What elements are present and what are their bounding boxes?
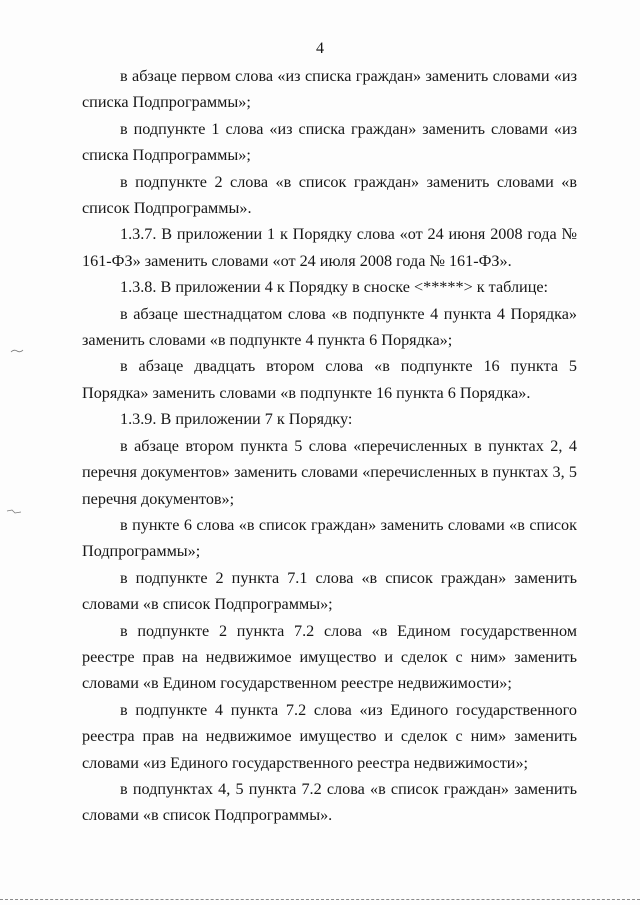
paragraph: в подпункте 2 слова «в список граждан» заменить словами «в список Подпрограммы». [82,172,577,218]
document-body [82,63,577,829]
paragraph: в абзаце двадцать втором слова «в подпункте 16 пункта 5 Порядка» заменить словами «в подпункте 16 пункта 6 Порядка». [82,357,577,402]
paragraph: в абзаце втором пункта 5 слова «перечисленных в пунктах 2, 4 перечня документов» заменить словами «перечисленных в пунктах 3, 5 перечня документов»; [82,436,577,508]
paragraph: в абзаце шестнадцатом слова «в подпункте 4 пункта 4 Порядка» заменить словами «в подпункте 4 пункта 6 Порядка»; [82,304,577,350]
paragraph: 1.3.7. В приложении 1 к Порядку слова «от 24 июня 2008 года № 161-ФЗ» заменить словами «от 24 июля 2008 года № 161-ФЗ». [82,225,577,270]
paragraph: в абзаце первом слова «из списка граждан» заменить словами «из списка Подпрограммы»; [82,67,577,112]
page-number: 4 [316,40,324,57]
paragraph: в подпунктах 4, 5 пункта 7.2 слова «в список граждан» заменить словами «в список Подпрограммы». [82,779,577,825]
paragraph: в пункте 6 слова «в список граждан» заменить словами «в список Подпрограммы»; [82,515,577,561]
scan-speck [10,347,24,357]
paragraph: в подпункте 2 пункта 7.2 слова «в Едином государственном реестре прав на недвижимое имущество и сделок с ним» заменить словами «в Едином государственном реестре недвижимости»; [82,621,577,693]
paragraph: в подпункте 4 пункта 7.2 слова «из Единого государственного реестра прав на недвижимое имущество и сделок с ним» заменить словами «из Единого государственного реестра недвижимости»; [82,700,577,772]
paragraph: в подпункте 1 слова «из списка граждан» заменить словами «из списка Подпрограммы»; [82,119,577,165]
paragraph: 1.3.8. В приложении 4 к Порядку в сноске <*****> к таблице: [120,278,549,297]
scan-bottom-edge [0,899,640,900]
paragraph: в подпункте 2 пункта 7.1 слова «в список граждан» заменить словами «в список Подпрограммы»; [82,568,577,614]
scan-speck [6,508,22,519]
paragraph: 1.3.9. В приложении 7 к Порядку: [120,410,353,429]
